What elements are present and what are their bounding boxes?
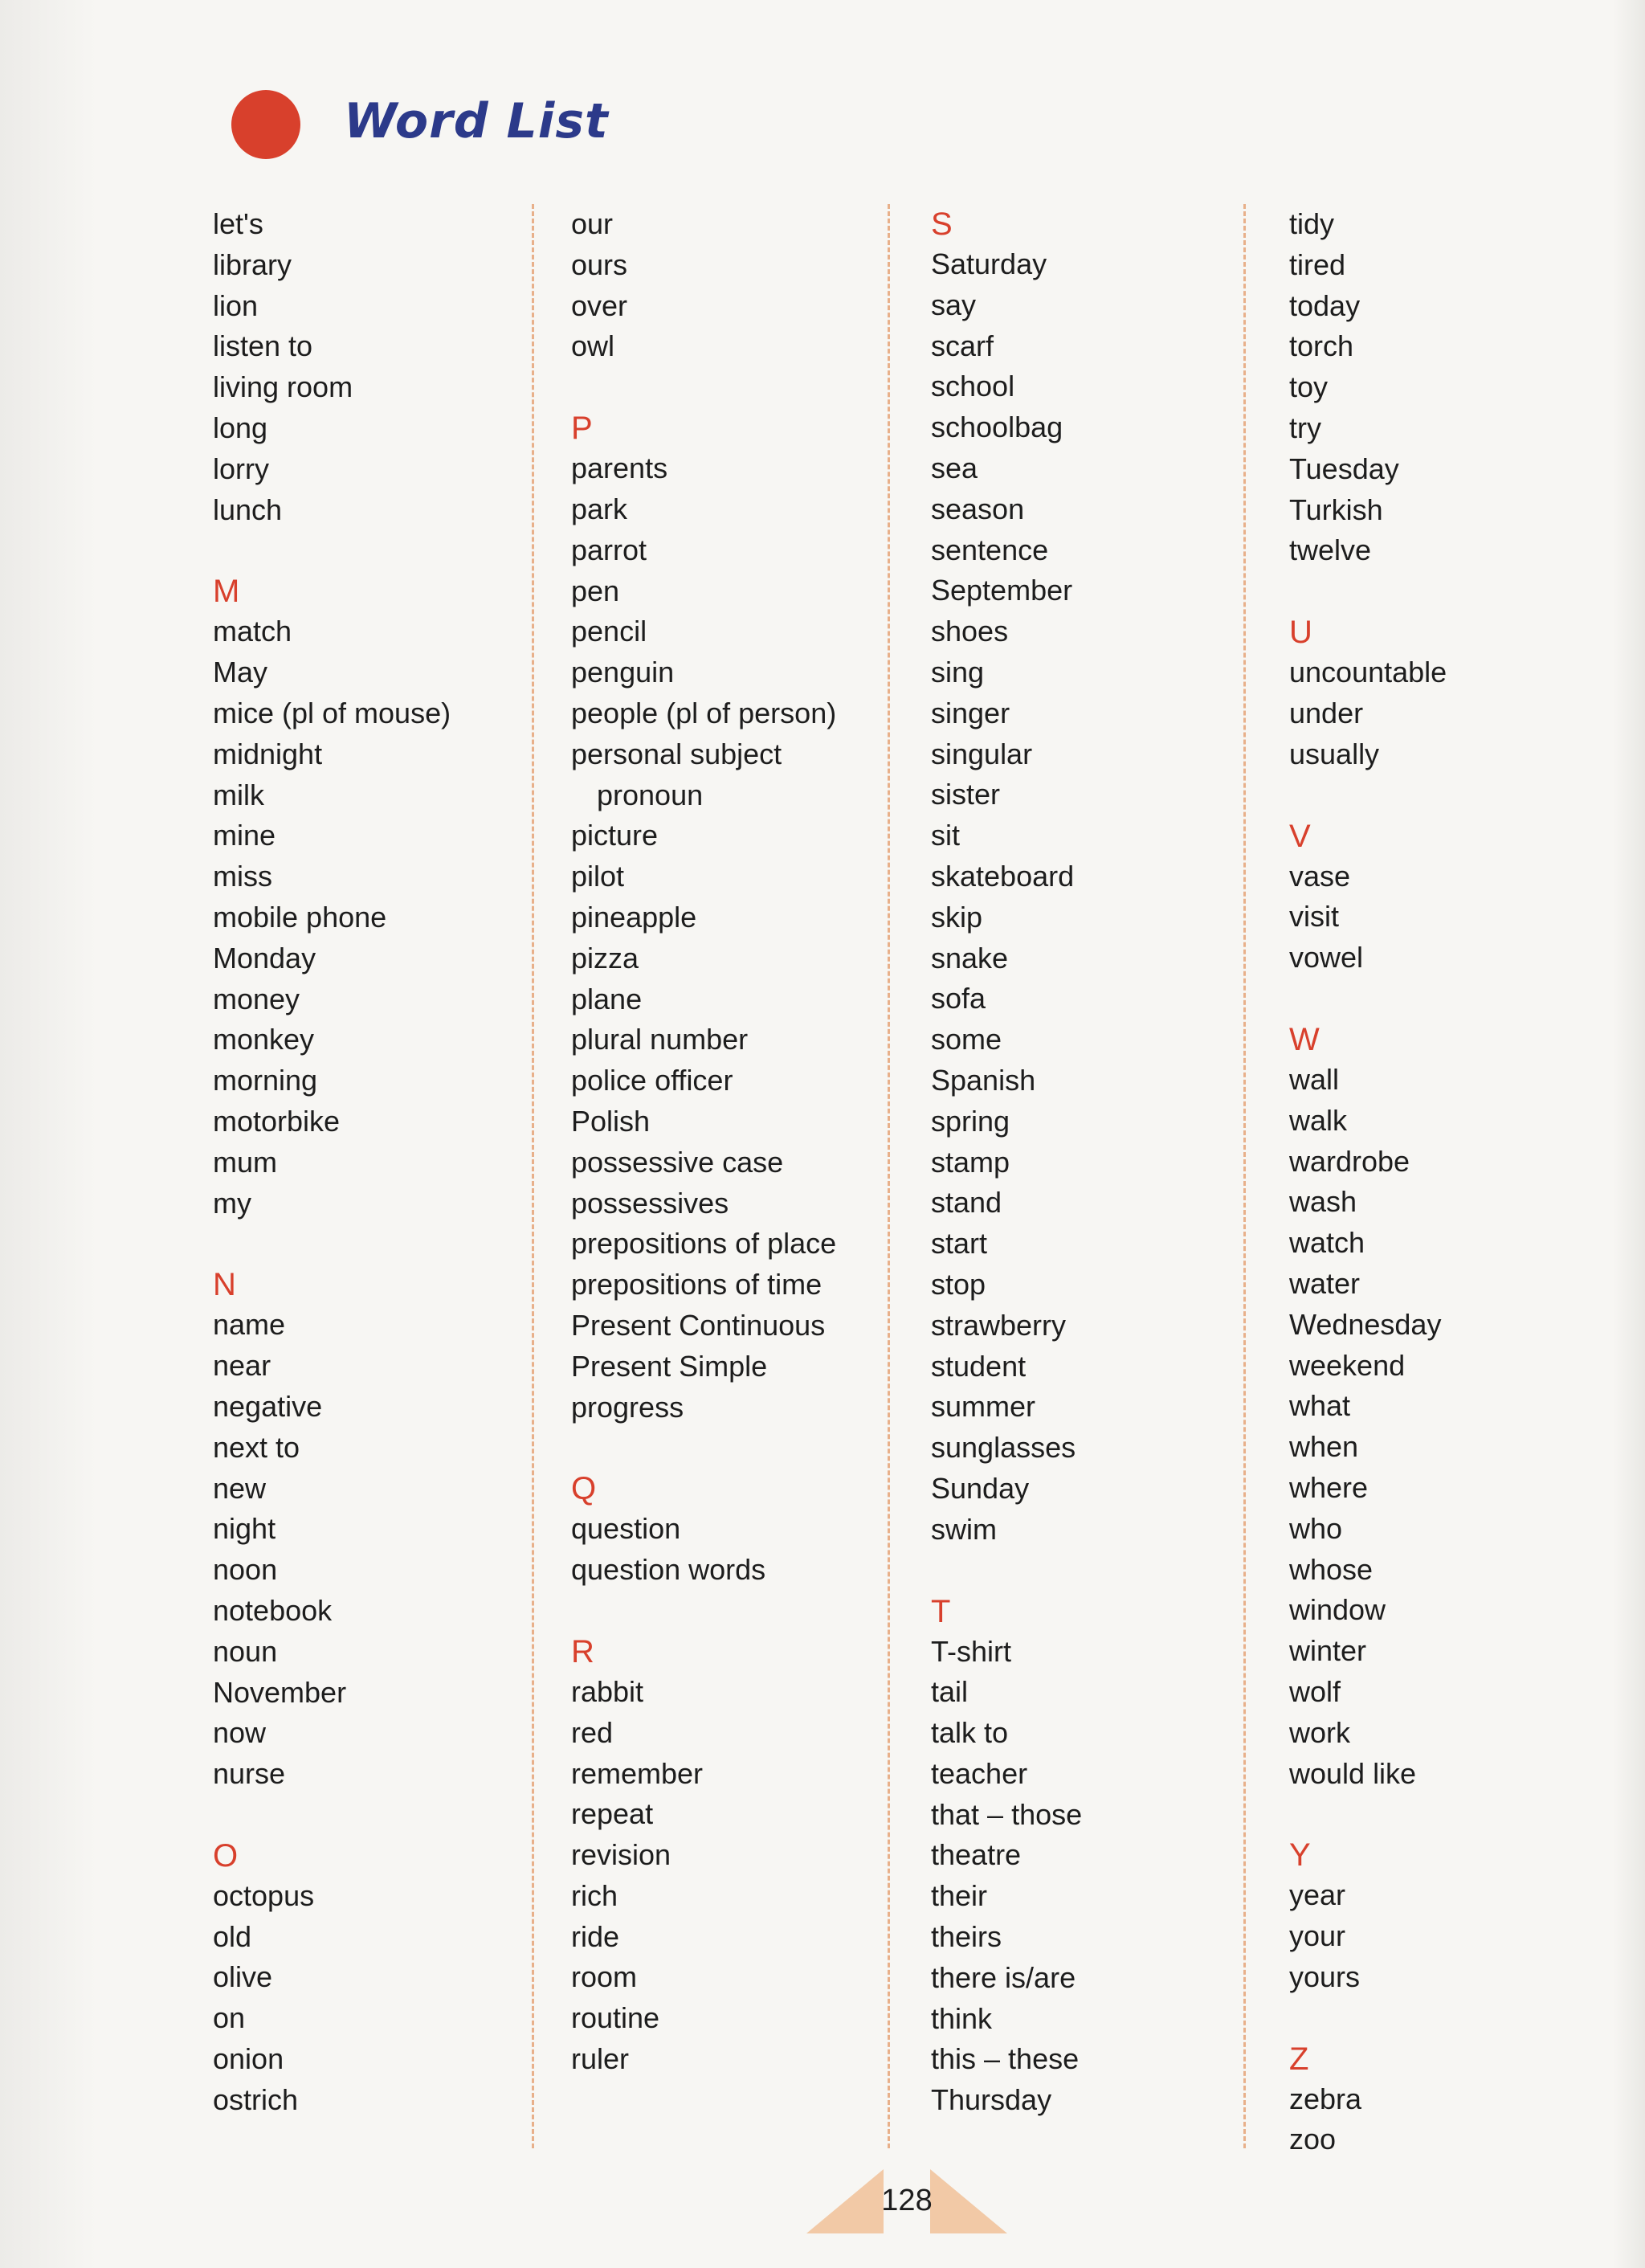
word-entry: Monday (213, 941, 316, 975)
word-entry: lunch (213, 492, 283, 526)
word-entry: let's (213, 207, 263, 240)
section-letter: P (571, 411, 593, 447)
letter-group (571, 204, 908, 367)
word-entry: start (931, 1227, 988, 1261)
letter-group (1289, 1020, 1627, 1794)
word-entry: monkey (213, 1023, 315, 1056)
word-column-1 (213, 204, 550, 2162)
section-letter: Z (1289, 2041, 1309, 2077)
word-entry: over (571, 288, 628, 322)
word-entry: year (1289, 1878, 1346, 1912)
word-entry: visit (1289, 900, 1339, 934)
word-list (571, 448, 908, 1428)
section-letter: N (213, 1267, 236, 1303)
word-list (571, 204, 908, 367)
word-entry: living room (213, 370, 353, 404)
word-entry: try (1289, 411, 1321, 444)
word-entry: there is/are (931, 1960, 1076, 1994)
word-entry: November (213, 1675, 347, 1709)
word-entry: would like (1289, 1756, 1417, 1790)
letter-group (213, 1265, 550, 1795)
letter-group (571, 408, 908, 1428)
word-entry: sentence (931, 533, 1049, 566)
word-entry: tidy (1289, 207, 1335, 240)
word-entry: who (1289, 1511, 1343, 1545)
letter-group (931, 204, 1268, 1551)
word-entry: penguin (571, 656, 675, 689)
word-entry: personal subject (571, 737, 782, 770)
word-entry: what (1289, 1389, 1351, 1423)
word-entry: some (931, 1023, 1002, 1056)
section-letter: R (571, 1633, 594, 1669)
word-entry: routine (571, 2001, 660, 2035)
word-entry: mice (pl of mouse) (213, 696, 451, 729)
word-entry: Polish (571, 1104, 651, 1138)
word-list (1289, 2079, 1627, 2161)
word-entry: now (213, 1716, 267, 1750)
word-entry: winter (1289, 1634, 1367, 1668)
word-entry: noun (213, 1634, 278, 1668)
word-list (1289, 1060, 1627, 1794)
word-entry: school (931, 370, 1015, 403)
word-entry: olive (213, 1960, 273, 1994)
column-divider (888, 204, 890, 2148)
word-entry: picture (571, 819, 659, 852)
word-entry: singer (931, 696, 1010, 729)
word-entry: say (931, 288, 977, 321)
page-gutter-shadow (0, 0, 96, 2268)
word-entry: stand (931, 1186, 1002, 1220)
section-letter: W (1289, 1021, 1320, 1057)
column-divider (532, 204, 534, 2148)
word-entry: wash (1289, 1185, 1357, 1219)
section-letter: S (931, 206, 953, 242)
word-entry: shoes (931, 615, 1009, 648)
word-entry: ride (571, 1919, 620, 1953)
word-entry: Wednesday (1289, 1307, 1442, 1341)
section-letter: T (931, 1593, 951, 1629)
page-number: 128 (881, 2184, 933, 2217)
word-entry: season (931, 492, 1025, 525)
word-entry: Present Continuous (571, 1308, 826, 1342)
word-entry: name (213, 1308, 286, 1342)
word-entry: yours (1289, 1959, 1361, 1993)
word-entry: whose (1289, 1552, 1374, 1586)
word-entry: torch (1289, 329, 1354, 363)
letter-group (1289, 612, 1627, 774)
word-entry: miss (213, 860, 272, 893)
word-entry: walk (1289, 1103, 1348, 1137)
word-entry: parrot (571, 533, 647, 566)
word-entry: prepositions of time (571, 1268, 822, 1302)
word-entry: remember (571, 1756, 704, 1790)
word-entry: Saturday (931, 247, 1047, 280)
word-entry: think (931, 2001, 993, 2035)
word-entry: red (571, 1715, 614, 1749)
word-entry: pilot (571, 860, 625, 893)
word-list (213, 204, 550, 530)
word-entry: uncountable (1289, 656, 1447, 689)
word-list (931, 1632, 1268, 2122)
word-entry: under (1289, 696, 1364, 729)
word-entry: noon (213, 1553, 278, 1587)
word-list (213, 1305, 550, 1795)
word-entry: Tuesday (1289, 452, 1399, 485)
word-list (1289, 1875, 1627, 1997)
word-column-4 (1289, 204, 1627, 2201)
word-entry: spring (931, 1104, 1010, 1138)
word-entry: September (931, 574, 1073, 607)
word-entry: near (213, 1349, 271, 1383)
word-entry: octopus (213, 1878, 315, 1912)
word-entry: question words (571, 1553, 766, 1587)
word-entry: wolf (1289, 1674, 1341, 1708)
word-entry: sunglasses (931, 1431, 1076, 1465)
word-entry: toy (1289, 370, 1329, 404)
word-entry: swim (931, 1512, 997, 1546)
word-entry: on (213, 2001, 246, 2035)
word-entry: ruler (571, 2042, 630, 2076)
word-entry: that – those (931, 1797, 1083, 1831)
word-entry: ours (571, 247, 628, 281)
word-entry: Present Simple (571, 1349, 768, 1383)
word-entry: tail (931, 1675, 969, 1709)
word-entry: parents (571, 452, 668, 485)
word-entry: pineapple (571, 900, 697, 934)
word-entry: sing (931, 655, 985, 689)
word-entry: question (571, 1512, 681, 1546)
word-entry: watch (1289, 1226, 1365, 1260)
word-entry: nurse (213, 1757, 286, 1791)
letter-group (931, 1592, 1268, 2122)
word-entry: this – these (931, 2042, 1080, 2076)
word-entry: repeat (571, 1797, 654, 1831)
word-entry: listen to (213, 329, 313, 363)
letter-group (1289, 816, 1627, 979)
section-letter: Q (571, 1471, 597, 1507)
word-entry: sister (931, 778, 1001, 811)
word-entry: sit (931, 819, 960, 852)
word-entry: stamp (931, 1145, 1010, 1179)
word-entry: water (1289, 1266, 1361, 1300)
word-entry: skateboard (931, 859, 1075, 893)
word-entry: zoo (1289, 2123, 1337, 2156)
word-entry: park (571, 492, 628, 525)
word-entry: wardrobe (1289, 1144, 1410, 1178)
word-entry: people (pl of person) (571, 696, 837, 729)
word-list (931, 244, 1268, 1551)
word-entry: their (931, 1879, 988, 1913)
word-entry: morning (213, 1064, 318, 1097)
word-entry: match (213, 615, 292, 648)
word-entry: theirs (931, 1920, 1002, 1954)
word-list (571, 1672, 908, 2080)
word-entry: window (1289, 1593, 1386, 1627)
word-entry: Thursday (931, 2083, 1052, 2117)
word-entry: possessive case (571, 1145, 784, 1179)
word-entry: pen (571, 574, 620, 607)
word-entry: when (1289, 1430, 1359, 1464)
section-letter: V (1289, 818, 1311, 854)
word-entry: night (213, 1512, 276, 1546)
word-entry: sea (931, 451, 978, 484)
word-entry: skip (931, 900, 983, 934)
word-entry: snake (931, 941, 1009, 975)
word-entry: work (1289, 1715, 1351, 1749)
word-entry: milk (213, 778, 264, 811)
word-entry: revision (571, 1838, 671, 1872)
page-footer (806, 2169, 1007, 2241)
letter-group (1289, 1835, 1627, 1997)
word-list (213, 1876, 550, 2121)
word-entry: ostrich (213, 2082, 299, 2116)
word-entry: summer (931, 1390, 1036, 1424)
page-title: Word List (344, 93, 609, 149)
word-entry: student (931, 1349, 1027, 1383)
word-entry: talk to (931, 1716, 1009, 1750)
word-entry: police officer (571, 1064, 733, 1097)
word-entry: theatre (931, 1838, 1022, 1872)
letter-group (213, 204, 550, 530)
section-letter: Y (1289, 1837, 1311, 1874)
word-entry: wall (1289, 1062, 1340, 1096)
red-dot-icon (231, 90, 300, 159)
word-column-2 (571, 204, 908, 2121)
word-list (1289, 652, 1627, 774)
letter-group (213, 1836, 550, 2121)
word-entry: my (213, 1186, 251, 1220)
word-entry: progress (571, 1390, 684, 1424)
word-entry: where (1289, 1470, 1369, 1504)
word-entry: new (213, 1471, 267, 1505)
word-entry: scarf (931, 329, 994, 362)
word-entry: long (213, 411, 268, 444)
word-entry: tired (1289, 247, 1346, 281)
word-entry: plane (571, 982, 643, 1015)
word-entry: library (213, 247, 292, 281)
word-entry: sofa (931, 982, 986, 1015)
word-list (571, 1509, 908, 1591)
word-entry: mum (213, 1145, 277, 1179)
word-entry: today (1289, 288, 1361, 322)
word-entry: schoolbag (931, 411, 1063, 444)
word-entry: vowel (1289, 941, 1364, 975)
word-entry: usually (1289, 737, 1380, 770)
word-entry: plural number (571, 1023, 749, 1056)
letter-group (1289, 204, 1627, 571)
word-entry: prepositions of place (571, 1227, 837, 1261)
word-entry: rabbit (571, 1674, 644, 1708)
word-list (1289, 856, 1627, 979)
word-entry: strawberry (931, 1308, 1067, 1342)
word-entry: May (213, 656, 268, 689)
word-entry: rich (571, 1878, 618, 1912)
word-entry: zebra (1289, 2082, 1362, 2115)
word-entry: room (571, 1960, 638, 1994)
word-entry: weekend (1289, 1348, 1406, 1382)
word-entry: mobile phone (213, 900, 387, 934)
word-entry: pronoun (597, 778, 704, 811)
word-list (213, 611, 550, 1224)
word-entry: negative (213, 1389, 323, 1423)
word-entry: Sunday (931, 1471, 1030, 1505)
word-entry: Turkish (1289, 492, 1383, 526)
section-letter: U (1289, 615, 1312, 651)
word-entry: teacher (931, 1756, 1028, 1790)
word-entry: our (571, 207, 614, 240)
word-entry: old (213, 1919, 252, 1953)
word-entry: lion (213, 288, 259, 322)
word-entry: midnight (213, 737, 323, 770)
word-entry: stop (931, 1267, 986, 1301)
column-divider (1243, 204, 1246, 2148)
section-letter: O (213, 1837, 239, 1874)
word-list (1289, 204, 1627, 571)
word-entry: T-shirt (931, 1634, 1012, 1668)
word-entry: Spanish (931, 1063, 1036, 1097)
word-entry: onion (213, 2042, 284, 2076)
letter-group (571, 1469, 908, 1591)
word-entry: pizza (571, 941, 639, 975)
word-entry: owl (571, 329, 615, 363)
word-entry: your (1289, 1919, 1346, 1953)
word-entry: possessives (571, 1186, 729, 1220)
section-letter: M (213, 574, 240, 610)
letter-group (571, 1632, 908, 2080)
word-entry: money (213, 982, 300, 1015)
word-entry: singular (931, 737, 1033, 770)
word-entry: twelve (1289, 533, 1372, 567)
letter-group (1289, 2039, 1627, 2161)
word-column-3 (931, 204, 1268, 2162)
word-entry: mine (213, 819, 276, 852)
word-entry: motorbike (213, 1104, 341, 1138)
word-entry: pencil (571, 615, 647, 648)
word-entry: notebook (213, 1593, 333, 1627)
word-entry: lorry (213, 452, 269, 485)
word-entry: vase (1289, 859, 1351, 893)
word-entry: next to (213, 1430, 300, 1464)
letter-group (213, 571, 550, 1224)
